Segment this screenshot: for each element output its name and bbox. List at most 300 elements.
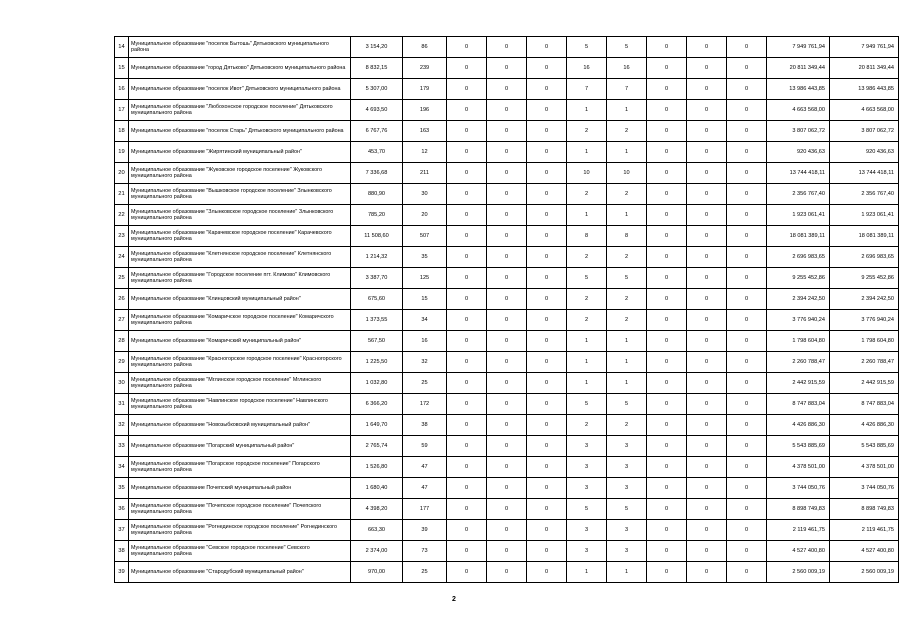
total-cost-funded: 3 744 050,76 xyxy=(830,478,899,499)
value-col-3: 0 xyxy=(527,247,567,268)
value-col-3: 0 xyxy=(527,121,567,142)
residents-count: 20 xyxy=(403,205,447,226)
value-col-1: 0 xyxy=(447,499,487,520)
total-cost-funded: 1 923 061,41 xyxy=(830,205,899,226)
total-cost-funded: 7 949 761,94 xyxy=(830,37,899,58)
value-col-1: 0 xyxy=(447,79,487,100)
table-row xyxy=(115,58,899,79)
value-col-2: 0 xyxy=(487,436,527,457)
area-value: 1 225,50 xyxy=(351,352,403,373)
value-col-6: 0 xyxy=(647,121,687,142)
value-col-3: 0 xyxy=(527,58,567,79)
value-col-2: 0 xyxy=(487,268,527,289)
value-col-6: 0 xyxy=(647,331,687,352)
value-col-5: 8 xyxy=(607,226,647,247)
total-cost-funded: 1 798 604,80 xyxy=(830,331,899,352)
total-cost: 8 898 749,83 xyxy=(767,499,830,520)
value-col-8: 0 xyxy=(727,163,767,184)
residents-count: 16 xyxy=(403,331,447,352)
row-number: 39 xyxy=(115,562,129,583)
value-col-6: 0 xyxy=(647,289,687,310)
municipality-name: Муниципальное образование "Стародубский муниципальный район" xyxy=(129,562,351,583)
total-cost-funded: 4 426 886,30 xyxy=(830,415,899,436)
table-row xyxy=(115,541,899,562)
total-cost: 7 949 761,94 xyxy=(767,37,830,58)
residents-count: 86 xyxy=(403,37,447,58)
value-col-4: 2 xyxy=(567,247,607,268)
total-cost-funded: 4 527 400,80 xyxy=(830,541,899,562)
value-col-3: 0 xyxy=(527,394,567,415)
table-row xyxy=(115,163,899,184)
residents-count: 211 xyxy=(403,163,447,184)
municipality-name: Муниципальное образование "Жуковское городское поселение" Жуковского муниципального района xyxy=(129,163,351,184)
total-cost: 20 811 349,44 xyxy=(767,58,830,79)
value-col-2: 0 xyxy=(487,520,527,541)
value-col-4: 3 xyxy=(567,457,607,478)
value-col-6: 0 xyxy=(647,268,687,289)
value-col-8: 0 xyxy=(727,37,767,58)
value-col-5: 5 xyxy=(607,37,647,58)
area-value: 1 526,80 xyxy=(351,457,403,478)
value-col-6: 0 xyxy=(647,436,687,457)
value-col-2: 0 xyxy=(487,79,527,100)
value-col-8: 0 xyxy=(727,520,767,541)
value-col-1: 0 xyxy=(447,142,487,163)
row-number: 28 xyxy=(115,331,129,352)
row-number: 23 xyxy=(115,226,129,247)
value-col-7: 0 xyxy=(687,331,727,352)
value-col-2: 0 xyxy=(487,37,527,58)
value-col-1: 0 xyxy=(447,247,487,268)
total-cost: 5 543 885,69 xyxy=(767,436,830,457)
value-col-4: 1 xyxy=(567,100,607,121)
area-value: 5 307,00 xyxy=(351,79,403,100)
value-col-4: 1 xyxy=(567,142,607,163)
total-cost-funded: 2 696 983,65 xyxy=(830,247,899,268)
residents-count: 177 xyxy=(403,499,447,520)
total-cost-funded: 2 560 009,19 xyxy=(830,562,899,583)
row-number: 35 xyxy=(115,478,129,499)
residents-count: 163 xyxy=(403,121,447,142)
value-col-5: 1 xyxy=(607,205,647,226)
value-col-3: 0 xyxy=(527,562,567,583)
total-cost: 3 776 940,24 xyxy=(767,310,830,331)
total-cost: 13 986 443,85 xyxy=(767,79,830,100)
value-col-1: 0 xyxy=(447,205,487,226)
value-col-3: 0 xyxy=(527,415,567,436)
value-col-8: 0 xyxy=(727,268,767,289)
value-col-5: 2 xyxy=(607,247,647,268)
value-col-7: 0 xyxy=(687,478,727,499)
value-col-3: 0 xyxy=(527,331,567,352)
value-col-8: 0 xyxy=(727,247,767,268)
value-col-6: 0 xyxy=(647,415,687,436)
value-col-6: 0 xyxy=(647,79,687,100)
area-value: 11 508,60 xyxy=(351,226,403,247)
value-col-1: 0 xyxy=(447,268,487,289)
value-col-7: 0 xyxy=(687,436,727,457)
value-col-7: 0 xyxy=(687,373,727,394)
value-col-8: 0 xyxy=(727,79,767,100)
area-value: 6 767,76 xyxy=(351,121,403,142)
value-col-8: 0 xyxy=(727,184,767,205)
value-col-3: 0 xyxy=(527,310,567,331)
municipality-name: Муниципальное образование "поселок Бытошь" Дятьковского муниципального района xyxy=(129,37,351,58)
area-value: 1 373,55 xyxy=(351,310,403,331)
value-col-1: 0 xyxy=(447,436,487,457)
table-row xyxy=(115,520,899,541)
residents-count: 196 xyxy=(403,100,447,121)
municipality-name: Муниципальное образование "поселок Ивот" Дятьковского муниципального района xyxy=(129,79,351,100)
row-number: 33 xyxy=(115,436,129,457)
value-col-8: 0 xyxy=(727,499,767,520)
value-col-3: 0 xyxy=(527,373,567,394)
value-col-7: 0 xyxy=(687,394,727,415)
value-col-6: 0 xyxy=(647,541,687,562)
value-col-2: 0 xyxy=(487,310,527,331)
value-col-3: 0 xyxy=(527,268,567,289)
value-col-5: 1 xyxy=(607,352,647,373)
value-col-6: 0 xyxy=(647,457,687,478)
value-col-6: 0 xyxy=(647,352,687,373)
area-value: 663,30 xyxy=(351,520,403,541)
municipality-name: Муниципальное образование Почепский муниципальный район xyxy=(129,478,351,499)
value-col-3: 0 xyxy=(527,499,567,520)
table-row xyxy=(115,268,899,289)
row-number: 29 xyxy=(115,352,129,373)
value-col-2: 0 xyxy=(487,541,527,562)
table-row xyxy=(115,415,899,436)
value-col-7: 0 xyxy=(687,541,727,562)
value-col-3: 0 xyxy=(527,478,567,499)
value-col-3: 0 xyxy=(527,205,567,226)
value-col-7: 0 xyxy=(687,520,727,541)
total-cost: 18 081 389,11 xyxy=(767,226,830,247)
row-number: 22 xyxy=(115,205,129,226)
value-col-2: 0 xyxy=(487,394,527,415)
value-col-8: 0 xyxy=(727,352,767,373)
table-row xyxy=(115,205,899,226)
value-col-4: 2 xyxy=(567,415,607,436)
value-col-1: 0 xyxy=(447,478,487,499)
area-value: 1 680,40 xyxy=(351,478,403,499)
value-col-1: 0 xyxy=(447,457,487,478)
residents-count: 179 xyxy=(403,79,447,100)
value-col-2: 0 xyxy=(487,499,527,520)
municipality-name: Муниципальное образование "Севское городское поселение" Севского муниципального района xyxy=(129,541,351,562)
row-number: 26 xyxy=(115,289,129,310)
value-col-8: 0 xyxy=(727,478,767,499)
area-value: 7 336,68 xyxy=(351,163,403,184)
value-col-8: 0 xyxy=(727,121,767,142)
value-col-1: 0 xyxy=(447,37,487,58)
table-row xyxy=(115,331,899,352)
value-col-7: 0 xyxy=(687,289,727,310)
total-cost: 3 807 062,72 xyxy=(767,121,830,142)
value-col-1: 0 xyxy=(447,163,487,184)
total-cost-funded: 18 081 389,11 xyxy=(830,226,899,247)
municipality-name: Муниципальное образование "Навлинское городское поселение" Навлинского муниципального района xyxy=(129,394,351,415)
row-number: 15 xyxy=(115,58,129,79)
municipality-name: Муниципальное образование "Любохонское городское поселение" Дятьковского муниципального района xyxy=(129,100,351,121)
value-col-3: 0 xyxy=(527,541,567,562)
value-col-4: 3 xyxy=(567,520,607,541)
value-col-7: 0 xyxy=(687,415,727,436)
value-col-1: 0 xyxy=(447,121,487,142)
value-col-8: 0 xyxy=(727,310,767,331)
value-col-4: 2 xyxy=(567,310,607,331)
residents-count: 32 xyxy=(403,352,447,373)
municipality-name: Муниципальное образование "Погарское городское поселение" Погарского муниципального района xyxy=(129,457,351,478)
value-col-2: 0 xyxy=(487,205,527,226)
total-cost: 13 744 418,11 xyxy=(767,163,830,184)
total-cost-funded: 20 811 349,44 xyxy=(830,58,899,79)
table-row xyxy=(115,499,899,520)
area-value: 3 154,20 xyxy=(351,37,403,58)
value-col-4: 1 xyxy=(567,373,607,394)
value-col-1: 0 xyxy=(447,100,487,121)
table-row xyxy=(115,79,899,100)
total-cost: 2 696 983,65 xyxy=(767,247,830,268)
row-number: 21 xyxy=(115,184,129,205)
row-number: 34 xyxy=(115,457,129,478)
value-col-2: 0 xyxy=(487,247,527,268)
area-value: 3 387,70 xyxy=(351,268,403,289)
table-row xyxy=(115,394,899,415)
municipality-name: Муниципальное образование "Злынковское городское поселение" Злынковского муниципального района xyxy=(129,205,351,226)
value-col-6: 0 xyxy=(647,499,687,520)
municipality-name: Муниципальное образование "Новозыбковский муниципальный район" xyxy=(129,415,351,436)
total-cost: 2 394 242,50 xyxy=(767,289,830,310)
table-row xyxy=(115,310,899,331)
value-col-5: 3 xyxy=(607,541,647,562)
value-col-7: 0 xyxy=(687,184,727,205)
value-col-7: 0 xyxy=(687,352,727,373)
area-value: 6 366,20 xyxy=(351,394,403,415)
table-row xyxy=(115,373,899,394)
value-col-5: 2 xyxy=(607,184,647,205)
value-col-1: 0 xyxy=(447,373,487,394)
total-cost: 1 923 061,41 xyxy=(767,205,830,226)
table-row xyxy=(115,352,899,373)
value-col-2: 0 xyxy=(487,289,527,310)
value-col-4: 7 xyxy=(567,79,607,100)
municipality-name: Муниципальное образование "Комаричский муниципальный район" xyxy=(129,331,351,352)
value-col-2: 0 xyxy=(487,226,527,247)
total-cost-funded: 13 744 418,11 xyxy=(830,163,899,184)
value-col-1: 0 xyxy=(447,331,487,352)
residents-count: 34 xyxy=(403,310,447,331)
value-col-5: 2 xyxy=(607,289,647,310)
total-cost-funded: 2 260 788,47 xyxy=(830,352,899,373)
table-row xyxy=(115,37,899,58)
residents-count: 47 xyxy=(403,478,447,499)
value-col-7: 0 xyxy=(687,121,727,142)
residents-count: 239 xyxy=(403,58,447,79)
value-col-4: 5 xyxy=(567,268,607,289)
value-col-2: 0 xyxy=(487,100,527,121)
value-col-5: 5 xyxy=(607,268,647,289)
value-col-7: 0 xyxy=(687,100,727,121)
municipality-name: Муниципальное образование "Клетнянское городское поселение" Клетнянского муниципального района xyxy=(129,247,351,268)
residents-count: 25 xyxy=(403,562,447,583)
value-col-1: 0 xyxy=(447,520,487,541)
value-col-2: 0 xyxy=(487,478,527,499)
row-number: 14 xyxy=(115,37,129,58)
value-col-5: 5 xyxy=(607,394,647,415)
area-value: 8 832,15 xyxy=(351,58,403,79)
table-row xyxy=(115,100,899,121)
value-col-4: 5 xyxy=(567,499,607,520)
value-col-4: 1 xyxy=(567,205,607,226)
row-number: 32 xyxy=(115,415,129,436)
municipality-name: Муниципальное образование "Городское поселение пгт. Климово" Климовского муниципального района xyxy=(129,268,351,289)
value-col-7: 0 xyxy=(687,457,727,478)
municipality-name: Муниципальное образование "Рогнединское городское поселение" Рогнединского муниципального района xyxy=(129,520,351,541)
value-col-7: 0 xyxy=(687,163,727,184)
value-col-5: 10 xyxy=(607,163,647,184)
residents-count: 47 xyxy=(403,457,447,478)
residents-count: 15 xyxy=(403,289,447,310)
total-cost-funded: 4 378 501,00 xyxy=(830,457,899,478)
row-number: 19 xyxy=(115,142,129,163)
table-row xyxy=(115,478,899,499)
total-cost: 4 378 501,00 xyxy=(767,457,830,478)
value-col-7: 0 xyxy=(687,247,727,268)
table-row xyxy=(115,289,899,310)
value-col-6: 0 xyxy=(647,478,687,499)
area-value: 1 649,70 xyxy=(351,415,403,436)
value-col-5: 5 xyxy=(607,499,647,520)
row-number: 30 xyxy=(115,373,129,394)
value-col-4: 1 xyxy=(567,331,607,352)
table-row xyxy=(115,226,899,247)
value-col-4: 5 xyxy=(567,37,607,58)
value-col-8: 0 xyxy=(727,205,767,226)
total-cost: 2 442 915,59 xyxy=(767,373,830,394)
municipality-name: Муниципальное образование "Мглинское городское поселение" Мглинского муниципального района xyxy=(129,373,351,394)
value-col-5: 2 xyxy=(607,415,647,436)
row-number: 38 xyxy=(115,541,129,562)
row-number: 36 xyxy=(115,499,129,520)
municipality-name: Муниципальное образование "Почепское городское поселение" Почепского муниципального района xyxy=(129,499,351,520)
value-col-2: 0 xyxy=(487,457,527,478)
value-col-6: 0 xyxy=(647,163,687,184)
value-col-6: 0 xyxy=(647,58,687,79)
table-row xyxy=(115,142,899,163)
value-col-7: 0 xyxy=(687,310,727,331)
value-col-8: 0 xyxy=(727,226,767,247)
value-col-3: 0 xyxy=(527,436,567,457)
register-table xyxy=(114,36,899,583)
value-col-3: 0 xyxy=(527,457,567,478)
total-cost: 4 426 886,30 xyxy=(767,415,830,436)
row-number: 20 xyxy=(115,163,129,184)
value-col-5: 1 xyxy=(607,100,647,121)
value-col-3: 0 xyxy=(527,184,567,205)
value-col-2: 0 xyxy=(487,163,527,184)
total-cost: 2 356 767,40 xyxy=(767,184,830,205)
value-col-1: 0 xyxy=(447,541,487,562)
total-cost: 920 436,63 xyxy=(767,142,830,163)
value-col-5: 2 xyxy=(607,121,647,142)
value-col-1: 0 xyxy=(447,289,487,310)
value-col-3: 0 xyxy=(527,100,567,121)
value-col-4: 1 xyxy=(567,562,607,583)
total-cost: 2 119 461,75 xyxy=(767,520,830,541)
value-col-8: 0 xyxy=(727,562,767,583)
value-col-4: 1 xyxy=(567,352,607,373)
municipality-name: Муниципальное образование "Клинцовский муниципальный район" xyxy=(129,289,351,310)
residents-count: 12 xyxy=(403,142,447,163)
total-cost: 9 255 452,86 xyxy=(767,268,830,289)
value-col-5: 7 xyxy=(607,79,647,100)
value-col-7: 0 xyxy=(687,142,727,163)
area-value: 4 693,50 xyxy=(351,100,403,121)
value-col-6: 0 xyxy=(647,373,687,394)
area-value: 567,50 xyxy=(351,331,403,352)
value-col-1: 0 xyxy=(447,58,487,79)
residents-count: 39 xyxy=(403,520,447,541)
value-col-5: 1 xyxy=(607,331,647,352)
value-col-7: 0 xyxy=(687,226,727,247)
value-col-5: 3 xyxy=(607,457,647,478)
value-col-8: 0 xyxy=(727,373,767,394)
total-cost-funded: 4 663 568,00 xyxy=(830,100,899,121)
row-number: 37 xyxy=(115,520,129,541)
area-value: 785,20 xyxy=(351,205,403,226)
value-col-3: 0 xyxy=(527,37,567,58)
value-col-3: 0 xyxy=(527,163,567,184)
table-row xyxy=(115,184,899,205)
value-col-6: 0 xyxy=(647,247,687,268)
value-col-3: 0 xyxy=(527,289,567,310)
row-number: 24 xyxy=(115,247,129,268)
total-cost: 3 744 050,76 xyxy=(767,478,830,499)
total-cost-funded: 2 394 242,50 xyxy=(830,289,899,310)
value-col-6: 0 xyxy=(647,100,687,121)
value-col-6: 0 xyxy=(647,520,687,541)
value-col-4: 10 xyxy=(567,163,607,184)
area-value: 2 374,00 xyxy=(351,541,403,562)
table-body xyxy=(115,37,899,583)
value-col-4: 2 xyxy=(567,184,607,205)
row-number: 16 xyxy=(115,79,129,100)
value-col-1: 0 xyxy=(447,184,487,205)
value-col-5: 3 xyxy=(607,436,647,457)
residents-count: 59 xyxy=(403,436,447,457)
total-cost-funded: 2 356 767,40 xyxy=(830,184,899,205)
value-col-3: 0 xyxy=(527,142,567,163)
value-col-1: 0 xyxy=(447,562,487,583)
area-value: 453,70 xyxy=(351,142,403,163)
row-number: 27 xyxy=(115,310,129,331)
row-number: 17 xyxy=(115,100,129,121)
value-col-7: 0 xyxy=(687,79,727,100)
value-col-5: 3 xyxy=(607,520,647,541)
total-cost: 4 527 400,80 xyxy=(767,541,830,562)
area-value: 2 765,74 xyxy=(351,436,403,457)
value-col-2: 0 xyxy=(487,331,527,352)
value-col-2: 0 xyxy=(487,121,527,142)
value-col-4: 2 xyxy=(567,289,607,310)
value-col-6: 0 xyxy=(647,394,687,415)
total-cost-funded: 8 747 883,04 xyxy=(830,394,899,415)
value-col-7: 0 xyxy=(687,268,727,289)
total-cost: 2 560 009,19 xyxy=(767,562,830,583)
value-col-4: 3 xyxy=(567,436,607,457)
value-col-2: 0 xyxy=(487,562,527,583)
